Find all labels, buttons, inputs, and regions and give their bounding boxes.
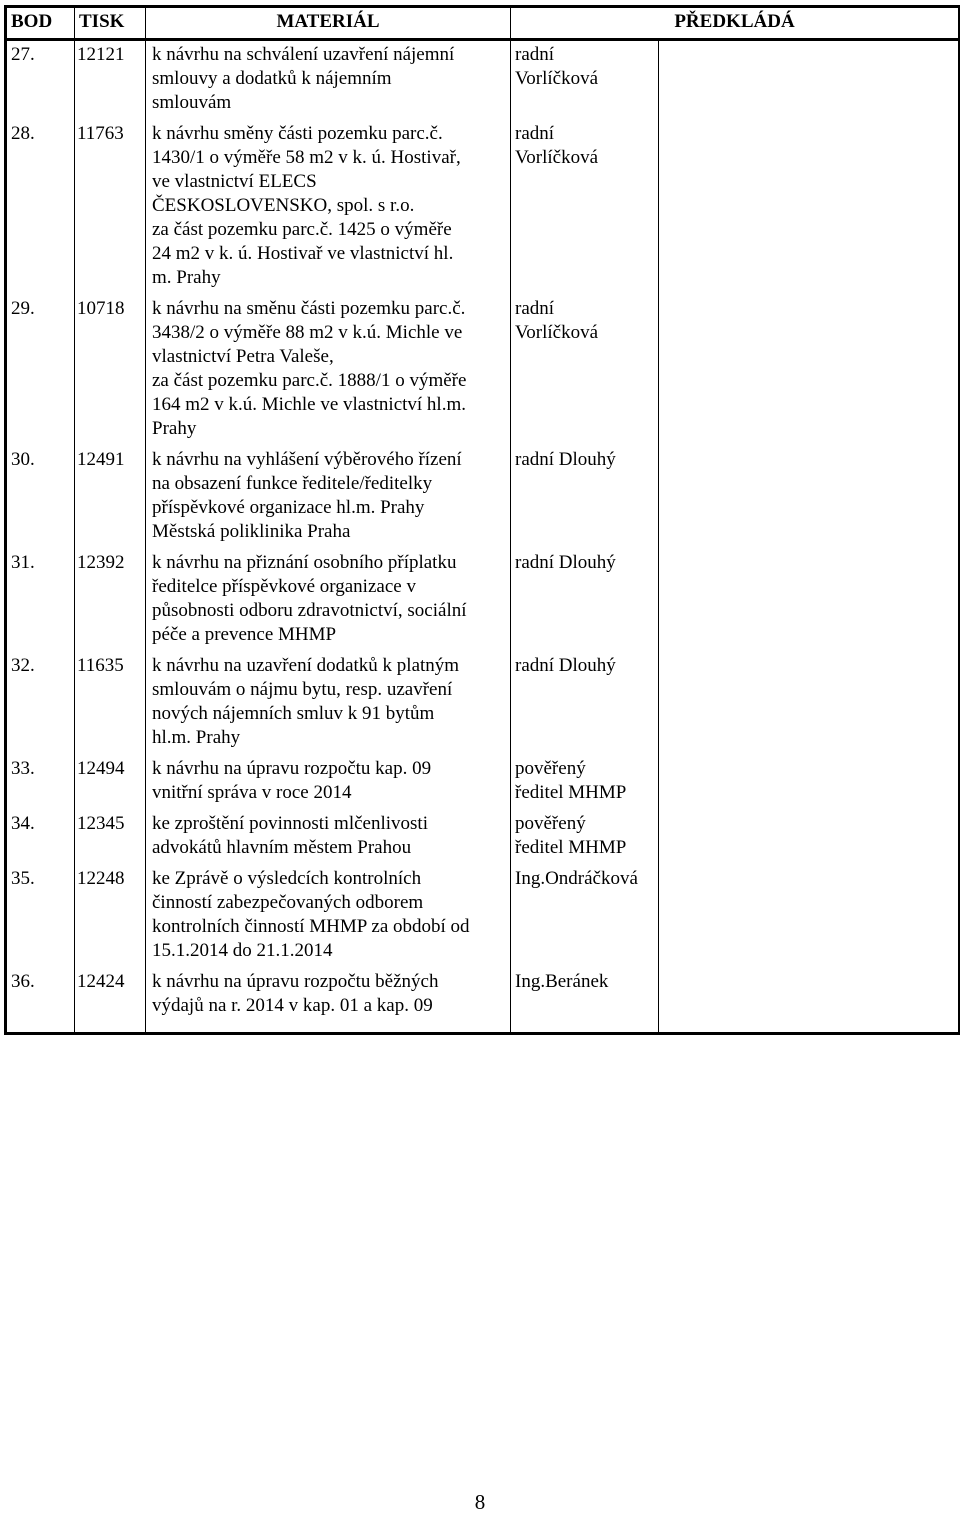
cell-tisk: 11635	[75, 647, 146, 750]
cell-tisk: 12491	[75, 441, 146, 544]
predklada-line: ředitel MHMP	[515, 782, 627, 803]
cell-empty	[659, 750, 960, 805]
predklada-line: pověřený	[515, 813, 586, 834]
cell-predklada	[511, 115, 659, 290]
material-line: výdajů na r. 2014 v kap. 01 a kap. 09	[152, 995, 433, 1016]
material-line: ke Zprávě o výsledcích kontrolních	[152, 868, 422, 889]
table-row	[6, 40, 960, 116]
cell-bod: 27.	[6, 40, 75, 116]
table-row	[6, 860, 960, 963]
cell-empty	[659, 860, 960, 963]
cell-bod: 28.	[6, 115, 75, 290]
material-line: 3438/2 o výměře 88 m2 v k.ú. Michle ve	[152, 322, 463, 343]
cell-material	[146, 963, 511, 1034]
material-line: na obsazení funkce ředitele/ředitelky	[152, 473, 433, 494]
material-line: k návrhu na přiznání osobního příplatku	[152, 552, 457, 573]
predklada-line: Vorlíčková	[515, 68, 599, 89]
cell-predklada	[511, 290, 659, 441]
material-line: k návrhu na směnu části pozemku parc.č.	[152, 298, 466, 319]
header-material: MATERIÁL	[146, 7, 511, 40]
material-line: kontrolních činností MHMP za období od	[152, 916, 470, 937]
cell-tisk: 12494	[75, 750, 146, 805]
material-line: 15.1.2014 do 21.1.2014	[152, 940, 333, 961]
cell-empty	[659, 290, 960, 441]
cell-empty	[659, 115, 960, 290]
page-number: 8	[474, 1490, 486, 1514]
predklada-line: ředitel MHMP	[515, 837, 627, 858]
material-line: k návrhu na úpravu rozpočtu kap. 09	[152, 758, 432, 779]
table-body	[6, 40, 960, 1034]
material-line: k návrhu na vyhlášení výběrového řízení	[152, 449, 462, 470]
predklada-line: Ing.Beránek	[515, 971, 609, 992]
material-line: ve vlastnictví ELECS	[152, 171, 317, 192]
material-line: smlouvám o nájmu bytu, resp. uzavření	[152, 679, 453, 700]
cell-tisk: 12121	[75, 40, 146, 116]
agenda-table	[4, 5, 960, 1035]
cell-predklada	[511, 647, 659, 750]
material-line: Městská poliklinika Praha	[152, 521, 351, 542]
material-line: ředitelce příspěvkové organizace v	[152, 576, 416, 597]
material-line: 1430/1 o výměře 58 m2 v k. ú. Hostivař,	[152, 147, 461, 168]
cell-tisk: 12392	[75, 544, 146, 647]
cell-empty	[659, 963, 960, 1034]
material-line: nových nájemních smluv k 91 bytům	[152, 703, 435, 724]
cell-material	[146, 544, 511, 647]
material-line: vlastnictví Petra Valeše,	[152, 346, 334, 367]
table-header-row	[6, 7, 960, 40]
header-tisk: TISK	[75, 7, 146, 40]
cell-material	[146, 40, 511, 116]
material-line: smlouvy a dodatků k nájemním	[152, 68, 392, 89]
material-line: ke zproštění povinnosti mlčenlivosti	[152, 813, 428, 834]
predklada-line: Vorlíčková	[515, 147, 599, 168]
cell-tisk: 11763	[75, 115, 146, 290]
predklada-line: radní	[515, 298, 555, 319]
table-row	[6, 115, 960, 290]
material-line: činností zabezpečovaných odborem	[152, 892, 424, 913]
cell-material	[146, 115, 511, 290]
cell-material	[146, 647, 511, 750]
table-row	[6, 963, 960, 1034]
material-line: k návrhu na schválení uzavření nájemní	[152, 44, 455, 65]
material-line: k návrhu směny části pozemku parc.č.	[152, 123, 443, 144]
material-line: ČESKOSLOVENSKO, spol. s r.o.	[152, 195, 415, 216]
header-bod: BOD	[6, 7, 75, 40]
material-line: advokátů hlavním městem Prahou	[152, 837, 412, 858]
cell-material	[146, 750, 511, 805]
table-row	[6, 805, 960, 860]
predklada-line: pověřený	[515, 758, 586, 779]
material-line: hl.m. Prahy	[152, 727, 241, 748]
cell-predklada	[511, 860, 659, 963]
cell-predklada	[511, 963, 659, 1034]
predklada-line: radní Dlouhý	[515, 449, 616, 470]
material-line: působnosti odboru zdravotnictví, sociální	[152, 600, 467, 621]
material-line: smlouvám	[152, 92, 232, 113]
material-line: péče a prevence MHMP	[152, 624, 337, 645]
material-line: za část pozemku parc.č. 1425 o výměře	[152, 219, 452, 240]
cell-material	[146, 805, 511, 860]
material-line: 164 m2 v k.ú. Michle ve vlastnictví hl.m.	[152, 394, 466, 415]
material-line: vnitřní správa v roce 2014	[152, 782, 352, 803]
cell-predklada	[511, 40, 659, 116]
cell-bod: 32.	[6, 647, 75, 750]
table-row	[6, 647, 960, 750]
cell-predklada	[511, 805, 659, 860]
predklada-line: radní	[515, 44, 555, 65]
header-predklada: PŘEDKLÁDÁ	[511, 7, 960, 40]
table-row	[6, 290, 960, 441]
cell-material	[146, 860, 511, 963]
cell-empty	[659, 805, 960, 860]
table-row	[6, 544, 960, 647]
predklada-line: Vorlíčková	[515, 322, 599, 343]
cell-tisk: 10718	[75, 290, 146, 441]
cell-bod: 35.	[6, 860, 75, 963]
cell-empty	[659, 544, 960, 647]
cell-material	[146, 441, 511, 544]
predklada-line: radní	[515, 123, 555, 144]
cell-bod: 33.	[6, 750, 75, 805]
table-row	[6, 750, 960, 805]
cell-predklada	[511, 441, 659, 544]
cell-bod: 29.	[6, 290, 75, 441]
cell-bod: 30.	[6, 441, 75, 544]
predklada-line: radní Dlouhý	[515, 655, 616, 676]
cell-empty	[659, 647, 960, 750]
cell-predklada	[511, 750, 659, 805]
cell-empty	[659, 441, 960, 544]
cell-tisk: 12345	[75, 805, 146, 860]
material-line: Prahy	[152, 418, 197, 439]
material-line: za část pozemku parc.č. 1888/1 o výměře	[152, 370, 467, 391]
predklada-line: Ing.Ondráčková	[515, 868, 638, 889]
cell-bod: 36.	[6, 963, 75, 1034]
cell-bod: 31.	[6, 544, 75, 647]
cell-empty	[659, 40, 960, 116]
cell-predklada	[511, 544, 659, 647]
material-line: příspěvkové organizace hl.m. Prahy	[152, 497, 425, 518]
material-line: k návrhu na uzavření dodatků k platným	[152, 655, 460, 676]
material-line: 24 m2 v k. ú. Hostivař ve vlastnictví hl.	[152, 243, 454, 264]
material-line: m. Prahy	[152, 267, 221, 288]
cell-material	[146, 290, 511, 441]
cell-bod: 34.	[6, 805, 75, 860]
table-row	[6, 441, 960, 544]
predklada-line: radní Dlouhý	[515, 552, 616, 573]
cell-tisk: 12248	[75, 860, 146, 963]
cell-tisk: 12424	[75, 963, 146, 1034]
material-line: k návrhu na úpravu rozpočtu běžných	[152, 971, 439, 992]
